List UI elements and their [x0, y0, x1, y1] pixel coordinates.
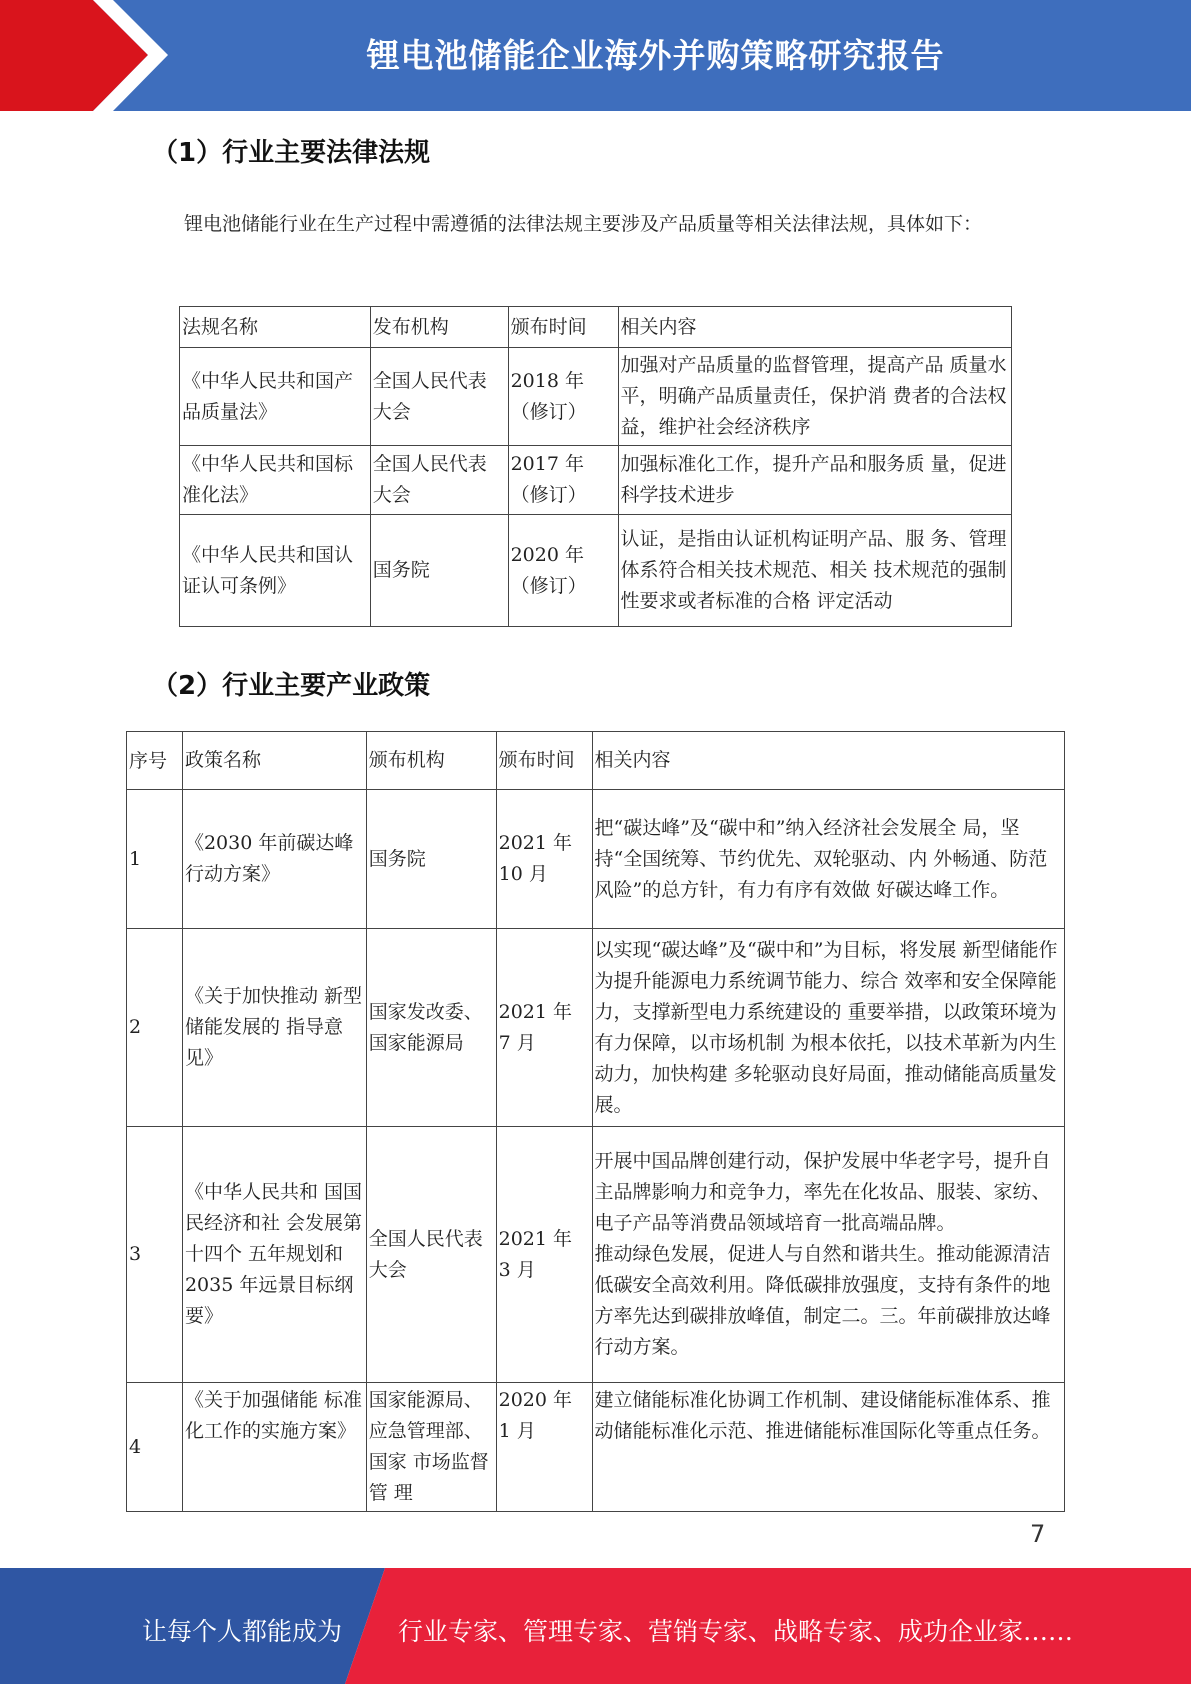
policy-name: 《关于加快推动 新型储能发展的 指导意见》 — [182, 929, 366, 1127]
header-cell: 政策名称 — [182, 732, 366, 790]
laws-table — [179, 306, 1012, 627]
law-content: 认证，是指由认证机构证明产品、服 务、管理体系符合相关技术规范、相关 技术规范的强制性要求或者标准的合格 评定活动 — [618, 515, 1012, 627]
table-row — [180, 515, 1012, 627]
header-cell: 颁布时间 — [496, 732, 592, 790]
policy-issuer: 全国人民代表大会 — [366, 1127, 496, 1383]
policy-index: 1 — [127, 790, 183, 929]
header-cell: 相关内容 — [592, 732, 1064, 790]
table-row — [127, 1383, 1065, 1512]
policy-name: 《关于加强储能 标准化工作的实施方案》 — [182, 1383, 366, 1512]
header-cell: 相关内容 — [618, 307, 1012, 348]
policy-name: 《2030 年前碳达峰行动方案》 — [182, 790, 366, 929]
table-row — [127, 929, 1065, 1127]
table-row — [180, 446, 1012, 515]
law-date: 2020 年 （修订） — [508, 515, 618, 627]
policy-content: 开展中国品牌创建行动，保护发展中华老字号，提升自主品牌影响力和竞争力，率先在化妆品、服装、家纺、电子产品等消费品领域培育一批高端品牌。 推动绿色发展，促进人与自然和谐共生。推动能源清洁低碳安全高效利用。降低碳排放强度，支持有条件的地方率先达到碳排放峰值，制定二。三。年前碳排放达峰行动方案。 — [592, 1127, 1064, 1383]
law-date: 2017 年 （修订） — [508, 446, 618, 515]
law-content: 加强对产品质量的监督管理，提高产品 质量水平，明确产品质量责任，保护消 费者的合法权益，维护社会经济秩序 — [618, 348, 1012, 446]
header-cell: 颁布机构 — [366, 732, 496, 790]
section2-heading: （2）行业主要产业政策 — [152, 671, 431, 701]
policy-issuer: 国家能源局、应急管理部、国家 市场监督管 理 — [366, 1383, 496, 1512]
policy-content: 建立储能标准化协调工作机制、建设储能标准体系、推动储能标准化示范、推进储能标准国际化等重点任务。 — [592, 1383, 1064, 1512]
header-cell: 发布机构 — [370, 307, 508, 348]
policy-name: 《中华人民共和 国国民经济和社 会发展第十四个 五年规划和 2035 年远景目标纲 要》 — [182, 1127, 366, 1383]
law-issuer: 全国人民代表大会 — [370, 446, 508, 515]
policy-date: 2020 年 1 月 — [496, 1383, 592, 1512]
law-name: 《中华人民共和国标准化法》 — [180, 446, 371, 515]
policy-content: 以实现“碳达峰”及“碳中和”为目标，将发展 新型储能作为提升能源电力系统调节能力、综合 效率和安全保障能力，支撑新型电力系统建设的 重要举措，以政策环境为有力保障，以市场机制 为根本依托，以技术革新为内生动力，加快构建 多轮驱动良好局面，推动储能高质量发展。 — [592, 929, 1064, 1127]
header-cell: 颁布时间 — [508, 307, 618, 348]
policy-issuer: 国家发改委、国家能源局 — [366, 929, 496, 1127]
footer-slogan-left: 让每个人都能成为 — [142, 1617, 343, 1646]
law-issuer: 全国人民代表大会 — [370, 348, 508, 446]
policy-date: 2021 年 3 月 — [496, 1127, 592, 1383]
report-title: 锂电池储能企业海外并购策略研究报告 — [366, 36, 945, 75]
policy-content: 把“碳达峰”及“碳中和”纳入经济社会发展全 局，坚持“全国统筹、节约优先、双轮驱动、内 外畅通、防范风险”的总方针，有力有序有效做 好碳达峰工作。 — [592, 790, 1064, 929]
policy-issuer: 国务院 — [366, 790, 496, 929]
section1-heading: （1）行业主要法律法规 — [152, 138, 431, 168]
policy-index: 2 — [127, 929, 183, 1127]
table-row — [180, 348, 1012, 446]
policy-index: 4 — [127, 1383, 183, 1512]
law-issuer: 国务院 — [370, 515, 508, 627]
law-content: 加强标准化工作，提升产品和服务质 量，促进科学技术进步 — [618, 446, 1012, 515]
law-name: 《中华人民共和国产品质量法》 — [180, 348, 371, 446]
header-cell: 序号 — [127, 732, 183, 790]
law-date: 2018 年 （修订） — [508, 348, 618, 446]
page-header — [0, 0, 1191, 111]
policy-date: 2021 年 10 月 — [496, 790, 592, 929]
policy-date: 2021 年 7 月 — [496, 929, 592, 1127]
table-header-row — [180, 307, 1012, 348]
policy-index: 3 — [127, 1127, 183, 1383]
table-row — [127, 1127, 1065, 1383]
page-footer — [0, 1568, 1191, 1684]
table-header-row — [127, 732, 1065, 790]
page-number: 7 — [1030, 1520, 1046, 1548]
header-cell: 法规名称 — [180, 307, 371, 348]
law-name: 《中华人民共和国认证认可条例》 — [180, 515, 371, 627]
table-row — [127, 790, 1065, 929]
policies-table — [126, 731, 1065, 1512]
section1-intro: 锂电池储能行业在生产过程中需遵循的法律法规主要涉及产品质量等相关法律法规，具体如下： — [184, 213, 983, 235]
footer-slogan-right: 行业专家、管理专家、营销专家、战略专家、成功企业家…… — [398, 1617, 1074, 1646]
